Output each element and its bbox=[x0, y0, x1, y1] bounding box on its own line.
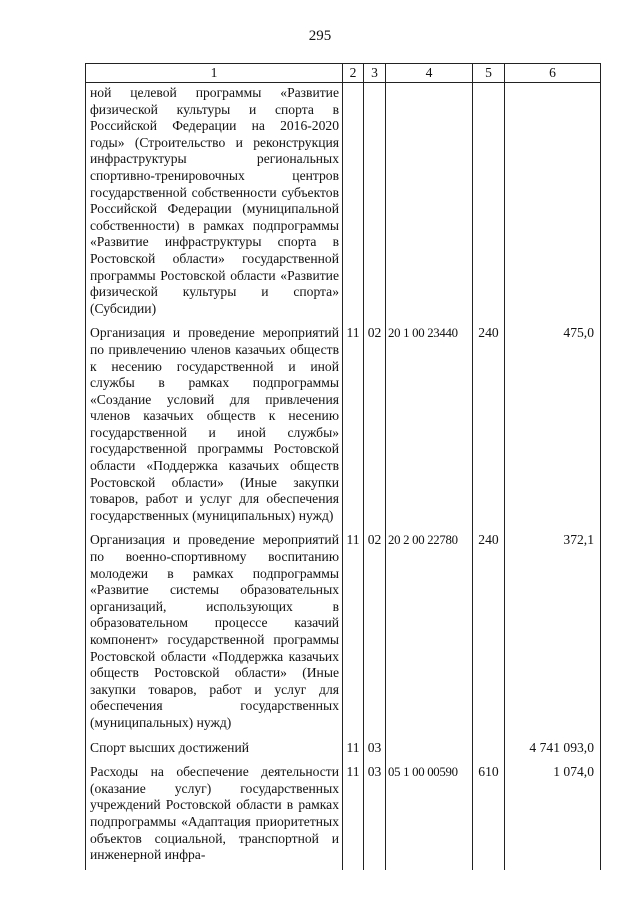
row-amount bbox=[505, 83, 601, 324]
header-col-2: 2 bbox=[343, 64, 364, 83]
table-row bbox=[86, 83, 601, 324]
row-description: Организация и проведение мероприятий по привлечению членов казачьих обществ к несению государственной и иной службы в рамках подпрограммы «Создание условий для привлечения членов казачьих обществ к несению государственной и иной службы» государственной программы Ростовской области «Поддержка казачьих обществ Ростовской области» (Иные закупки товаров, работ и услуг для обеспечения государственных (муниципальных) нужд) bbox=[86, 323, 343, 530]
page-number: 295 bbox=[308, 28, 332, 44]
budget-table bbox=[85, 63, 601, 870]
row-expense-type bbox=[473, 83, 505, 324]
table-header bbox=[86, 64, 601, 83]
row-subsection bbox=[364, 83, 386, 324]
row-target-article bbox=[386, 738, 473, 763]
row-amount: 4 741 093,0 bbox=[505, 738, 601, 763]
row-expense-type bbox=[473, 738, 505, 763]
header-col-5: 5 bbox=[473, 64, 505, 83]
row-target-article: 20 1 00 23440 bbox=[386, 323, 473, 530]
table-row bbox=[86, 762, 601, 870]
row-description: Организация и проведение мероприятий по военно-спортивному воспитанию молодежи в рамках подпрограммы «Развитие системы образовательных организаций, использующих в образовательном процессе казачий компонент» государственной программы Ростовской области «Поддержка казачьих обществ Ростовской области» (Иные закупки товаров, работ и услуг для обеспечения государственных (муниципальных) нужд) bbox=[86, 530, 343, 737]
table-body bbox=[86, 83, 601, 870]
row-expense-type: 610 bbox=[473, 762, 505, 870]
header-col-6: 6 bbox=[505, 64, 601, 83]
row-description: ной целевой программы «Развитие физической культуры и спорта в Российской Федерации на 2016-2020 годы» (Строительство и реконструкция инфраструктуры региональных спортивно-тренировочных центров государственной собственности субъектов Российской Федерации (муниципальной собственности) в рамках подпрограммы «Развитие инфраструктуры спорта в Ростовской области» государственной программы Ростовской области «Развитие физической культуры и спорта» (Субсидии) bbox=[86, 83, 343, 324]
table-row bbox=[86, 530, 601, 737]
row-expense-type: 240 bbox=[473, 530, 505, 737]
header-col-4: 4 bbox=[386, 64, 473, 83]
header-row bbox=[86, 64, 601, 83]
row-section: 11 bbox=[343, 323, 364, 530]
row-subsection: 02 bbox=[364, 323, 386, 530]
row-section: 11 bbox=[343, 762, 364, 870]
row-section bbox=[343, 83, 364, 324]
row-subsection: 02 bbox=[364, 530, 386, 737]
row-expense-type: 240 bbox=[473, 323, 505, 530]
row-subsection: 03 bbox=[364, 762, 386, 870]
table-row bbox=[86, 323, 601, 530]
header-col-3: 3 bbox=[364, 64, 386, 83]
row-amount: 372,1 bbox=[505, 530, 601, 737]
row-target-article bbox=[386, 83, 473, 324]
row-section: 11 bbox=[343, 738, 364, 763]
row-target-article: 20 2 00 22780 bbox=[386, 530, 473, 737]
row-description: Спорт высших достижений bbox=[86, 738, 343, 763]
row-target-article: 05 1 00 00590 bbox=[386, 762, 473, 870]
row-subsection: 03 bbox=[364, 738, 386, 763]
row-amount: 475,0 bbox=[505, 323, 601, 530]
row-amount: 1 074,0 bbox=[505, 762, 601, 870]
header-col-1: 1 bbox=[86, 64, 343, 83]
row-section: 11 bbox=[343, 530, 364, 737]
row-description: Расходы на обеспечение деятельности (оказание услуг) государственных учреждений Ростовской области в рамках подпрограммы «Адаптация приоритетных объектов социальной, транспортной и инженерной инфра- bbox=[86, 762, 343, 870]
table-row bbox=[86, 738, 601, 763]
